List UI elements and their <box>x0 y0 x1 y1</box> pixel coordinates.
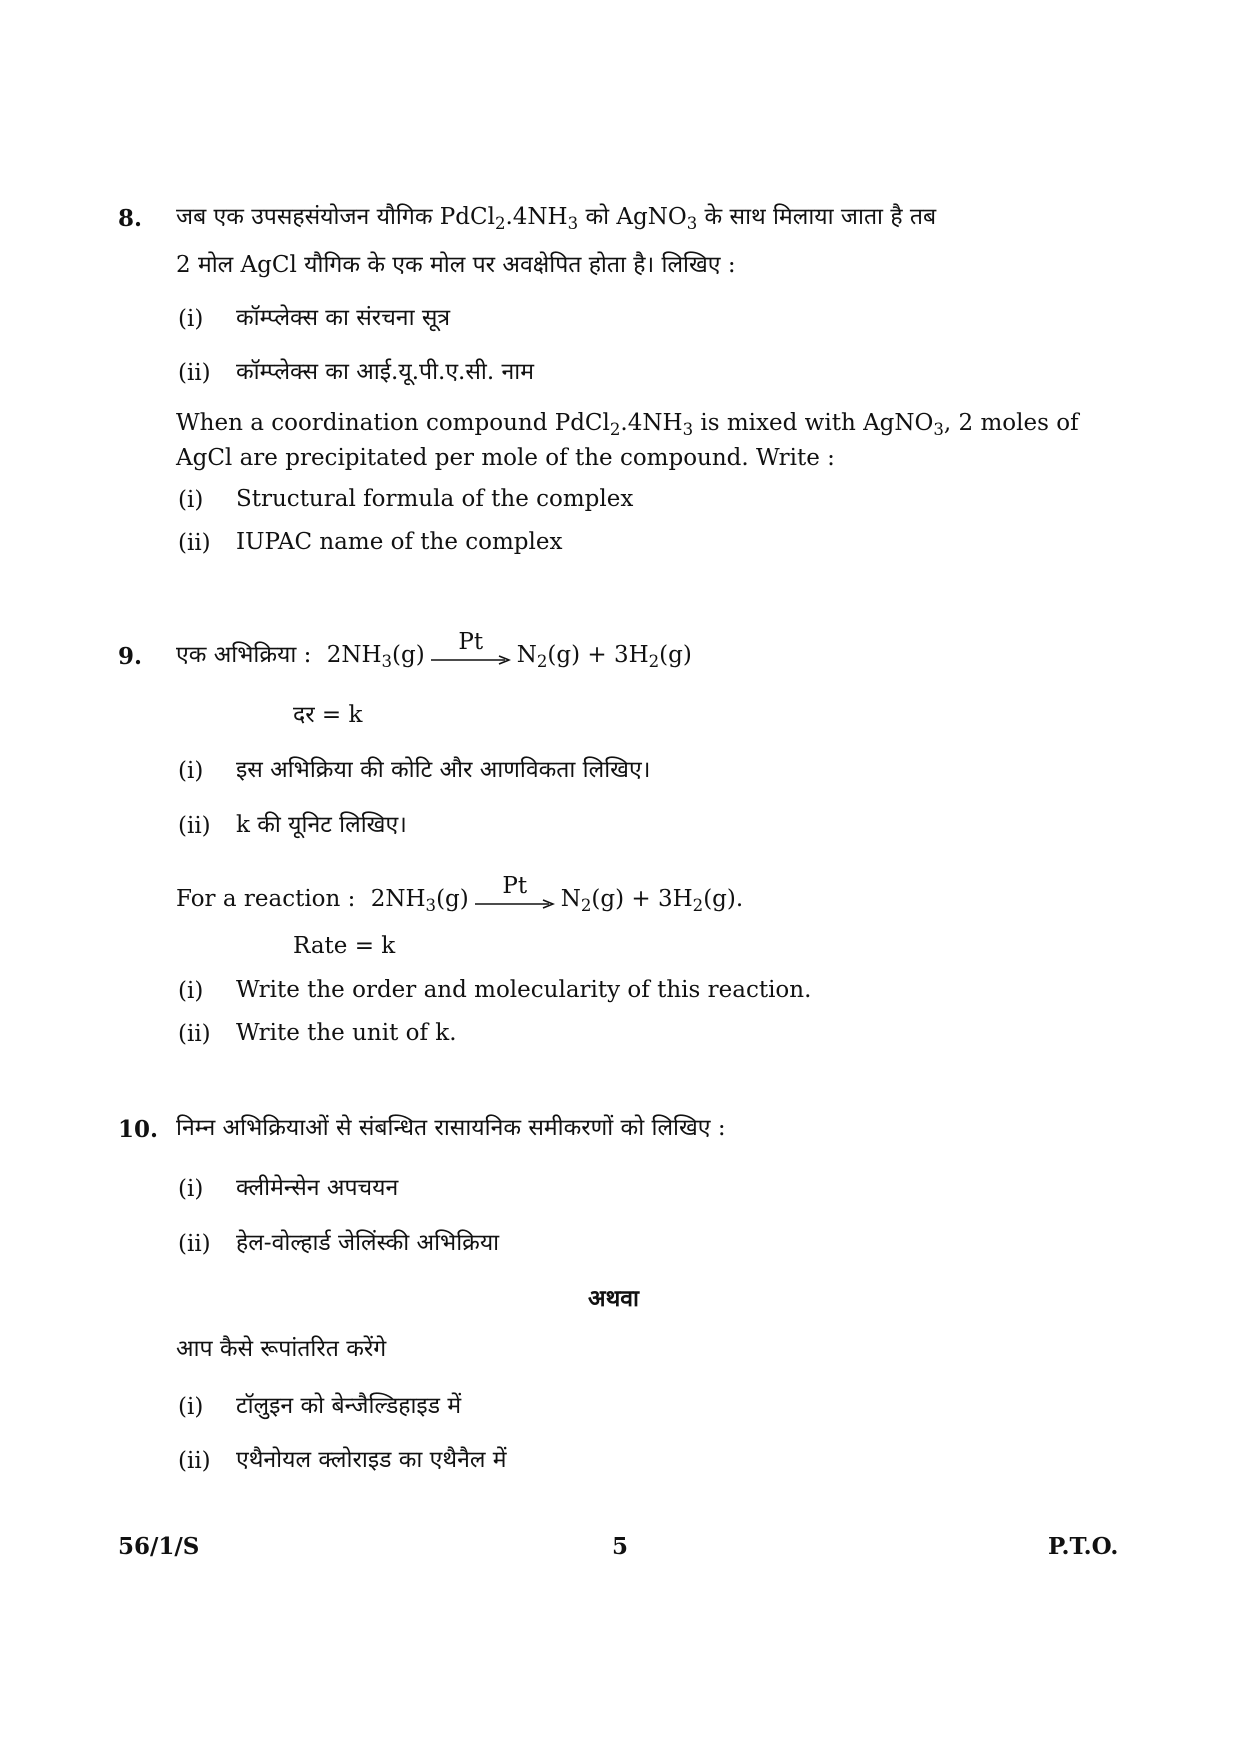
q9-english-item-2-text: Write the unit of k. <box>236 1020 457 1046</box>
footer-code: 56/1/S <box>118 1533 200 1560</box>
question-8-number: 8. <box>118 205 143 232</box>
q8-hindi-item-1-text: कॉम्प्लेक्स का संरचना सूत्र <box>236 305 451 331</box>
question-10-hindi-intro: निम्न अभिक्रियाओं से संबन्धित रासायनिक समीकरणों को लिखिए : <box>176 1115 726 1141</box>
q10-item-2-label: (ii) <box>178 1231 211 1257</box>
q9-hindi-item-2-text: k की यूनिट लिखिए। <box>236 812 407 838</box>
q8-english-item-2-label: (ii) <box>178 530 211 556</box>
question-9-english-equation: For a reaction : $2NH_3(g)$ Pt $N_2(g) + 3H_2(g)$. <box>176 873 744 915</box>
q8-hindi-item-2-text: कॉम्प्लेक्स का आई.यू.पी.ए.सी. नाम <box>236 359 534 385</box>
q10-alt-item-2-text: एथैनोयल क्लोराइड का एथैनैल में <box>236 1447 507 1473</box>
q9-hindi-item-2-label: (ii) <box>178 813 211 839</box>
reactant: $2NH_3(g)$ <box>326 642 425 671</box>
question-9-hindi-equation: एक अभिक्रिया : $2NH_3(g)$ Pt $N_2(g) + 3H_2(g)$ <box>176 629 692 671</box>
q10-alt-item-2-label: (ii) <box>178 1448 211 1474</box>
q10-item-1-text: क्लीमेन्सेन अपचयन <box>236 1175 399 1201</box>
footer-pto: P.T.O. <box>1048 1533 1119 1560</box>
q9-english-item-2-label: (ii) <box>178 1021 211 1047</box>
q9-english-item-1-text: Write the order and molecularity of this reaction. <box>236 977 812 1003</box>
question-8-english-line-1: When a coordination compound $PdCl_2.4NH_3$ is mixed with AgNO$_3$, 2 moles of <box>176 410 1079 439</box>
reaction-arrow-en: Pt <box>475 885 555 915</box>
question-8-hindi-line-2: 2 मोल AgCl यौगिक के एक मोल पर अवक्षेपित होता है। लिखिए : <box>176 252 736 278</box>
or-heading: अथवा <box>588 1285 640 1312</box>
q9-english-item-1-label: (i) <box>178 978 204 1004</box>
question-9-number: 9. <box>118 643 143 670</box>
question-9-english-rate: Rate = k <box>293 933 396 959</box>
question-10-alt-intro: आप कैसे रूपांतरित करेंगे <box>176 1336 387 1362</box>
question-10-number: 10. <box>118 1116 159 1143</box>
products: $N_2(g) + 3H_2(g)$ <box>516 642 692 671</box>
question-8-hindi-line-1: जब एक उपसहसंयोजन यौगिक $PdCl_2.4NH_3$ को AgNO$_3$ के साथ मिलाया जाता है तब <box>176 204 937 233</box>
q10-alt-item-1-text: टॉलुइन को बेन्जैल्डिहाइड में <box>236 1393 462 1419</box>
question-9-hindi-rate: दर = k <box>293 702 363 728</box>
q8-english-item-1-text: Structural formula of the complex <box>236 486 634 512</box>
q10-alt-item-1-label: (i) <box>178 1394 204 1420</box>
q8-hindi-item-2-label: (ii) <box>178 360 211 386</box>
q10-item-2-text: हेल-वोल्हार्ड जेलिंस्की अभिक्रिया <box>236 1230 500 1256</box>
reactant-en: $2NH_3(g)$ <box>370 886 469 915</box>
q9-hindi-item-1-text: इस अभिक्रिया की कोटि और आणविकता लिखिए। <box>236 757 651 783</box>
q8-hindi-item-1-label: (i) <box>178 306 204 332</box>
q8-english-item-1-label: (i) <box>178 487 204 513</box>
footer-page-number: 5 <box>612 1533 629 1560</box>
question-8-english-line-2: AgCl are precipitated per mole of the compound. Write : <box>176 445 835 471</box>
products-en: $N_2(g) + 3H_2(g)$. <box>560 886 744 915</box>
q8-english-item-2-text: IUPAC name of the complex <box>236 529 563 555</box>
reaction-arrow: Pt <box>431 641 511 671</box>
q9-hindi-item-1-label: (i) <box>178 758 204 784</box>
q10-item-1-label: (i) <box>178 1176 204 1202</box>
